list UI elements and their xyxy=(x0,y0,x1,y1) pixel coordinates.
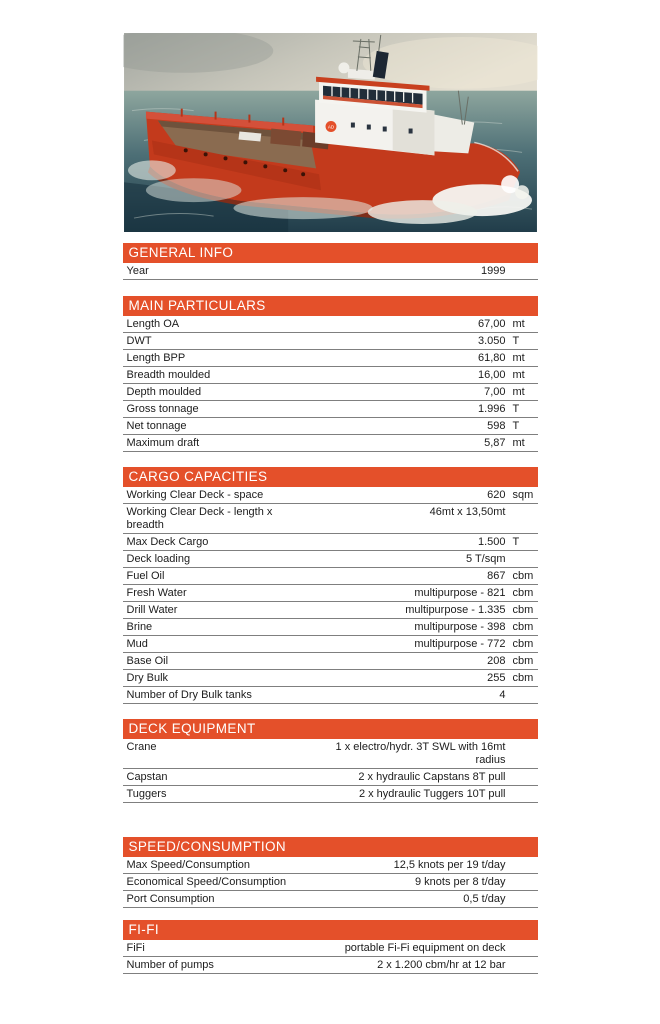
spec-row xyxy=(123,263,538,280)
spec-value: 46mt x 13,50mt xyxy=(429,506,506,518)
section-header xyxy=(123,837,538,857)
spec-row xyxy=(123,957,538,974)
spec-row xyxy=(123,940,538,957)
spec-value: 61,80 xyxy=(477,352,506,364)
spec-unit: cbm xyxy=(512,604,534,616)
spec-row xyxy=(123,435,538,452)
spec-value: 3.050 xyxy=(477,335,506,347)
spec-section xyxy=(123,467,538,704)
spec-label: Capstan xyxy=(126,771,168,783)
spec-value: 2 x hydraulic Tuggers 10T pull xyxy=(358,788,506,800)
spec-row xyxy=(123,687,538,704)
spec-value: 5,87 xyxy=(484,437,506,449)
vessel-photo xyxy=(123,33,538,232)
spec-row xyxy=(123,487,538,504)
section-rows xyxy=(123,857,538,908)
spec-label: Year xyxy=(126,265,149,277)
spec-unit: cbm xyxy=(512,672,534,684)
spec-unit: mt xyxy=(512,437,525,449)
spec-row xyxy=(123,585,538,602)
spec-unit: cbm xyxy=(512,655,534,667)
spec-label: Fuel Oil xyxy=(126,570,165,582)
section-header xyxy=(123,467,538,487)
spec-value: 67,00 xyxy=(477,318,506,330)
spec-row xyxy=(123,504,538,534)
spec-label: Depth moulded xyxy=(126,386,202,398)
spec-label: FiFi xyxy=(126,942,145,954)
spec-unit: mt xyxy=(512,369,525,381)
spec-label: Number of Dry Bulk tanks xyxy=(126,689,252,701)
spec-row xyxy=(123,769,538,786)
spec-section xyxy=(123,296,538,452)
spec-row xyxy=(123,418,538,435)
spec-value: 1999 xyxy=(481,265,506,277)
spec-value: multipurpose - 398 xyxy=(414,621,506,633)
section-header xyxy=(123,719,538,739)
spec-value: multipurpose - 1.335 xyxy=(405,604,506,616)
spec-unit: sqm xyxy=(512,489,534,501)
section-header xyxy=(123,296,538,316)
spec-section xyxy=(123,719,538,803)
spec-value: 0,5 t/day xyxy=(463,893,506,905)
spec-label: Gross tonnage xyxy=(126,403,199,415)
spec-value: portable Fi-Fi equipment on deck xyxy=(344,942,506,954)
spec-label: Deck loading xyxy=(126,553,191,565)
spec-row xyxy=(123,401,538,418)
spec-label: Number of pumps xyxy=(126,959,214,971)
spec-label: Crane xyxy=(126,741,157,753)
spec-label: Breadth moulded xyxy=(126,369,211,381)
spec-section xyxy=(123,243,538,280)
section-rows xyxy=(123,263,538,280)
section-title: DECK EQUIPMENT xyxy=(128,721,256,736)
section-title: MAIN PARTICULARS xyxy=(128,298,266,313)
spec-row xyxy=(123,636,538,653)
section-rows xyxy=(123,316,538,452)
spec-row xyxy=(123,670,538,687)
section-header xyxy=(123,243,538,263)
spec-row xyxy=(123,653,538,670)
section-rows xyxy=(123,739,538,803)
spec-row xyxy=(123,568,538,585)
spec-label: Working Clear Deck - space xyxy=(126,489,264,501)
spec-label: Drill Water xyxy=(126,604,178,616)
spec-label: Economical Speed/Consumption xyxy=(126,876,287,888)
spec-value: 208 xyxy=(487,655,506,667)
spec-unit: T xyxy=(512,536,520,548)
spec-label: Tuggers xyxy=(126,788,167,800)
spec-row xyxy=(123,333,538,350)
spec-row xyxy=(123,739,538,769)
spec-row xyxy=(123,786,538,803)
svg-text:AD: AD xyxy=(327,124,334,130)
spec-label: Max Speed/Consumption xyxy=(126,859,251,871)
spec-label: Maximum draft xyxy=(126,437,200,449)
spec-unit: mt xyxy=(512,352,525,364)
spec-value: multipurpose - 821 xyxy=(414,587,506,599)
spec-label: Brine xyxy=(126,621,153,633)
company-logo xyxy=(325,121,336,132)
spec-unit: cbm xyxy=(512,570,534,582)
spec-label: Length OA xyxy=(126,318,180,330)
spec-label: DWT xyxy=(126,335,152,347)
spec-value: 867 xyxy=(487,570,506,582)
section-title: SPEED/CONSUMPTION xyxy=(128,839,287,854)
spec-value: 1 x electro/hydr. 3T SWL with 16mt radius xyxy=(335,741,506,766)
spec-label: Dry Bulk xyxy=(126,672,169,684)
spec-value: 7,00 xyxy=(484,386,506,398)
spec-row xyxy=(123,367,538,384)
spec-unit: mt xyxy=(512,318,525,330)
spec-value: 12,5 knots per 19 t/day xyxy=(393,859,506,871)
spec-label: Net tonnage xyxy=(126,420,187,432)
section-rows xyxy=(123,940,538,974)
spec-value: 598 xyxy=(487,420,506,432)
spec-row xyxy=(123,316,538,333)
spec-label: Port Consumption xyxy=(126,893,215,905)
spec-row xyxy=(123,350,538,367)
spec-unit: cbm xyxy=(512,621,534,633)
spec-row xyxy=(123,891,538,908)
spec-value: 9 knots per 8 t/day xyxy=(415,876,506,888)
spec-section xyxy=(123,920,538,974)
spec-sections xyxy=(123,243,538,974)
spec-unit: cbm xyxy=(512,638,534,650)
spec-row xyxy=(123,619,538,636)
spec-unit: T xyxy=(512,335,520,347)
spec-label: Fresh Water xyxy=(126,587,187,599)
spec-label: Length BPP xyxy=(126,352,186,364)
spec-row xyxy=(123,384,538,401)
spec-sheet xyxy=(123,0,538,974)
spec-label: Mud xyxy=(126,638,148,650)
spec-unit: mt xyxy=(512,386,525,398)
spec-section xyxy=(123,837,538,908)
spec-label: Working Clear Deck - length x breadth xyxy=(126,506,273,531)
spec-unit: T xyxy=(512,420,520,432)
spec-unit: cbm xyxy=(512,587,534,599)
spec-value: 620 xyxy=(487,489,506,501)
section-title: GENERAL INFO xyxy=(128,245,234,260)
spec-value: 2 x hydraulic Capstans 8T pull xyxy=(358,771,506,783)
spec-row xyxy=(123,602,538,619)
spec-row xyxy=(123,551,538,568)
spec-value: 5 T/sqm xyxy=(465,553,506,565)
spec-label: Base Oil xyxy=(126,655,169,667)
section-title: FI-FI xyxy=(128,922,159,937)
section-title: CARGO CAPACITIES xyxy=(128,469,268,484)
spec-value: 1.996 xyxy=(477,403,506,415)
spec-value: multipurpose - 772 xyxy=(414,638,506,650)
spec-row xyxy=(123,534,538,551)
spec-row xyxy=(123,857,538,874)
spec-value: 1.500 xyxy=(477,536,506,548)
section-rows xyxy=(123,487,538,704)
spec-row xyxy=(123,874,538,891)
spec-label: Max Deck Cargo xyxy=(126,536,209,548)
section-header xyxy=(123,920,538,940)
spec-value: 16,00 xyxy=(477,369,506,381)
spec-value: 2 x 1.200 cbm/hr at 12 bar xyxy=(377,959,506,971)
spec-value: 4 xyxy=(499,689,506,701)
spec-value: 255 xyxy=(487,672,506,684)
spec-unit: T xyxy=(512,403,520,415)
